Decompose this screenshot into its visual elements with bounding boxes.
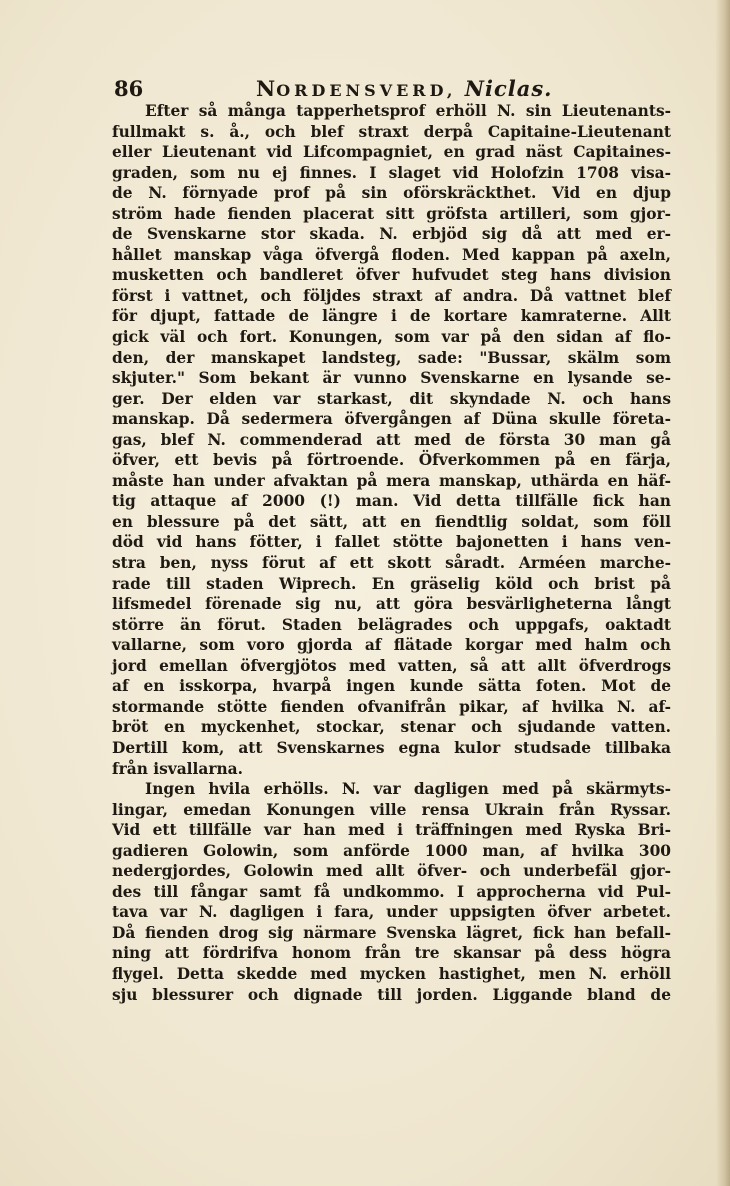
text-line: gas, blef N. commenderad att med de första 30 man gå bbox=[112, 430, 671, 449]
text-line: flygel. Detta skedde med mycken hastighet, men N. erhöll bbox=[112, 964, 671, 983]
text-line: af en isskorpa, hvarpå ingen kunde sätta foten. Mot de bbox=[112, 677, 671, 696]
text-line: gadieren Golowin, som anförde 1000 man, af hvilka 300 bbox=[112, 841, 671, 860]
text-line: den, der manskapet landsteg, sade: "Bussar, skälm som bbox=[112, 348, 671, 367]
text-line: tig attaque af 2000 (!) man. Vid detta tillfälle fick han bbox=[112, 492, 671, 511]
text-line: rade till staden Wiprech. En gräselig köld och brist på bbox=[112, 574, 671, 593]
text-line: skjuter." Som bekant är vunno Svenskarne en lysande se- bbox=[112, 369, 671, 388]
text-line: stra ben, nyss förut af ett skott såradt. Arméen marche- bbox=[112, 554, 671, 573]
header-first-name: Niclas. bbox=[464, 76, 553, 101]
text-line: Ingen hvila erhölls. N. var dagligen med på skärmyts- bbox=[145, 780, 671, 799]
text-line: eller Lieutenant vid Lifcompagniet, en grad näst Capitaines- bbox=[112, 143, 671, 162]
header-title bbox=[256, 76, 552, 101]
text-line: sju blessurer och dignade till jorden. Liggande bland de bbox=[112, 985, 671, 1004]
page-edge bbox=[716, 0, 730, 1186]
text-line: större än förut. Staden belägrades och uppgafs, oaktadt bbox=[112, 615, 671, 634]
text-line: de N. förnyade prof på sin oförskräckthet. Vid en djup bbox=[112, 184, 671, 203]
text-line: ning att fördrifva honom från tre skansar på dess högra bbox=[112, 944, 671, 963]
text-line: måste han under afvaktan på mera manskap, uthärda en häf- bbox=[112, 471, 671, 490]
text-line: död vid hans fötter, i fallet stötte bajonetten i hans ven- bbox=[112, 533, 671, 552]
text-line: först i vattnet, och följdes straxt af andra. Då vattnet blef bbox=[112, 286, 671, 305]
text-line: jord emellan öfvergjötos med vatten, så att allt öfverdrogs bbox=[112, 656, 671, 675]
text-line: graden, som nu ej finnes. I slaget vid Holofzin 1708 visa- bbox=[112, 163, 671, 182]
text-line: manskap. Då sedermera öfvergången af Düna skulle företa- bbox=[112, 410, 671, 429]
text-line: lifsmedel förenade sig nu, att göra besvärligheterna långt bbox=[112, 595, 671, 614]
text-line: Efter så många tapperhetsprof erhöll N. sin Lieutenants- bbox=[145, 102, 671, 120]
body-text bbox=[112, 101, 671, 1005]
text-line: en blessure på det sätt, att en fiendtlig soldat, som föll bbox=[112, 512, 671, 531]
text-line: de Svenskarne stor skada. N. erbjöd sig då att med er- bbox=[112, 225, 671, 244]
text-line: hållet manskap våga öfvergå floden. Med kappan på axeln, bbox=[112, 245, 671, 264]
text-line: ström hade fienden placerat sitt gröfsta artilleri, som gjor- bbox=[112, 204, 671, 223]
text-line: gick väl och fort. Konungen, som var på den sidan af flo- bbox=[112, 328, 671, 347]
text-line: des till fångar samt få undkommo. I approcherna vid Pul- bbox=[112, 882, 671, 901]
text-line: Dertill kom, att Svenskarnes egna kulor studsade tillbaka bbox=[112, 738, 671, 757]
text-line: ger. Der elden var starkast, dit skyndade N. och hans bbox=[112, 389, 671, 408]
text-line: stormande stötte fienden ofvanifrån pikar, af hvilka N. af- bbox=[112, 697, 671, 716]
text-line: lingar, emedan Konungen ville rensa Ukrain från Ryssar. bbox=[112, 800, 671, 819]
text-line: från isvallarna. bbox=[112, 759, 243, 778]
text-line: fullmakt s. å., och blef straxt derpå Capitaine-Lieutenant bbox=[112, 122, 671, 141]
text-line: musketten och bandleret öfver hufvudet steg hans division bbox=[112, 266, 671, 285]
text-line: vallarne, som voro gjorda af flätade korgar med halm och bbox=[112, 636, 671, 655]
text-line: för djupt, fattade de längre i de kortare kamraterne. Allt bbox=[112, 307, 671, 326]
running-header bbox=[114, 76, 674, 104]
text-line: öfver, ett bevis på förtroende. Öfverkommen på en färja, bbox=[112, 451, 671, 470]
page-number: 86 bbox=[114, 76, 144, 101]
header-surname-rest: ORDENSVERD, bbox=[276, 81, 457, 100]
text-line: nedergjordes, Golowin med allt öfver- och underbefäl gjor- bbox=[112, 862, 671, 881]
text-line: bröt en myckenhet, stockar, stenar och sjudande vatten. bbox=[112, 718, 671, 737]
text-line: tava var N. dagligen i fara, under uppsigten öfver arbetet. bbox=[112, 903, 671, 922]
text-line: Vid ett tillfälle var han med i träffningen med Ryska Bri- bbox=[112, 821, 671, 840]
text-line: Då fienden drog sig närmare Svenska lägret, fick han befall- bbox=[112, 923, 671, 942]
header-surname-initial: N bbox=[256, 76, 277, 101]
